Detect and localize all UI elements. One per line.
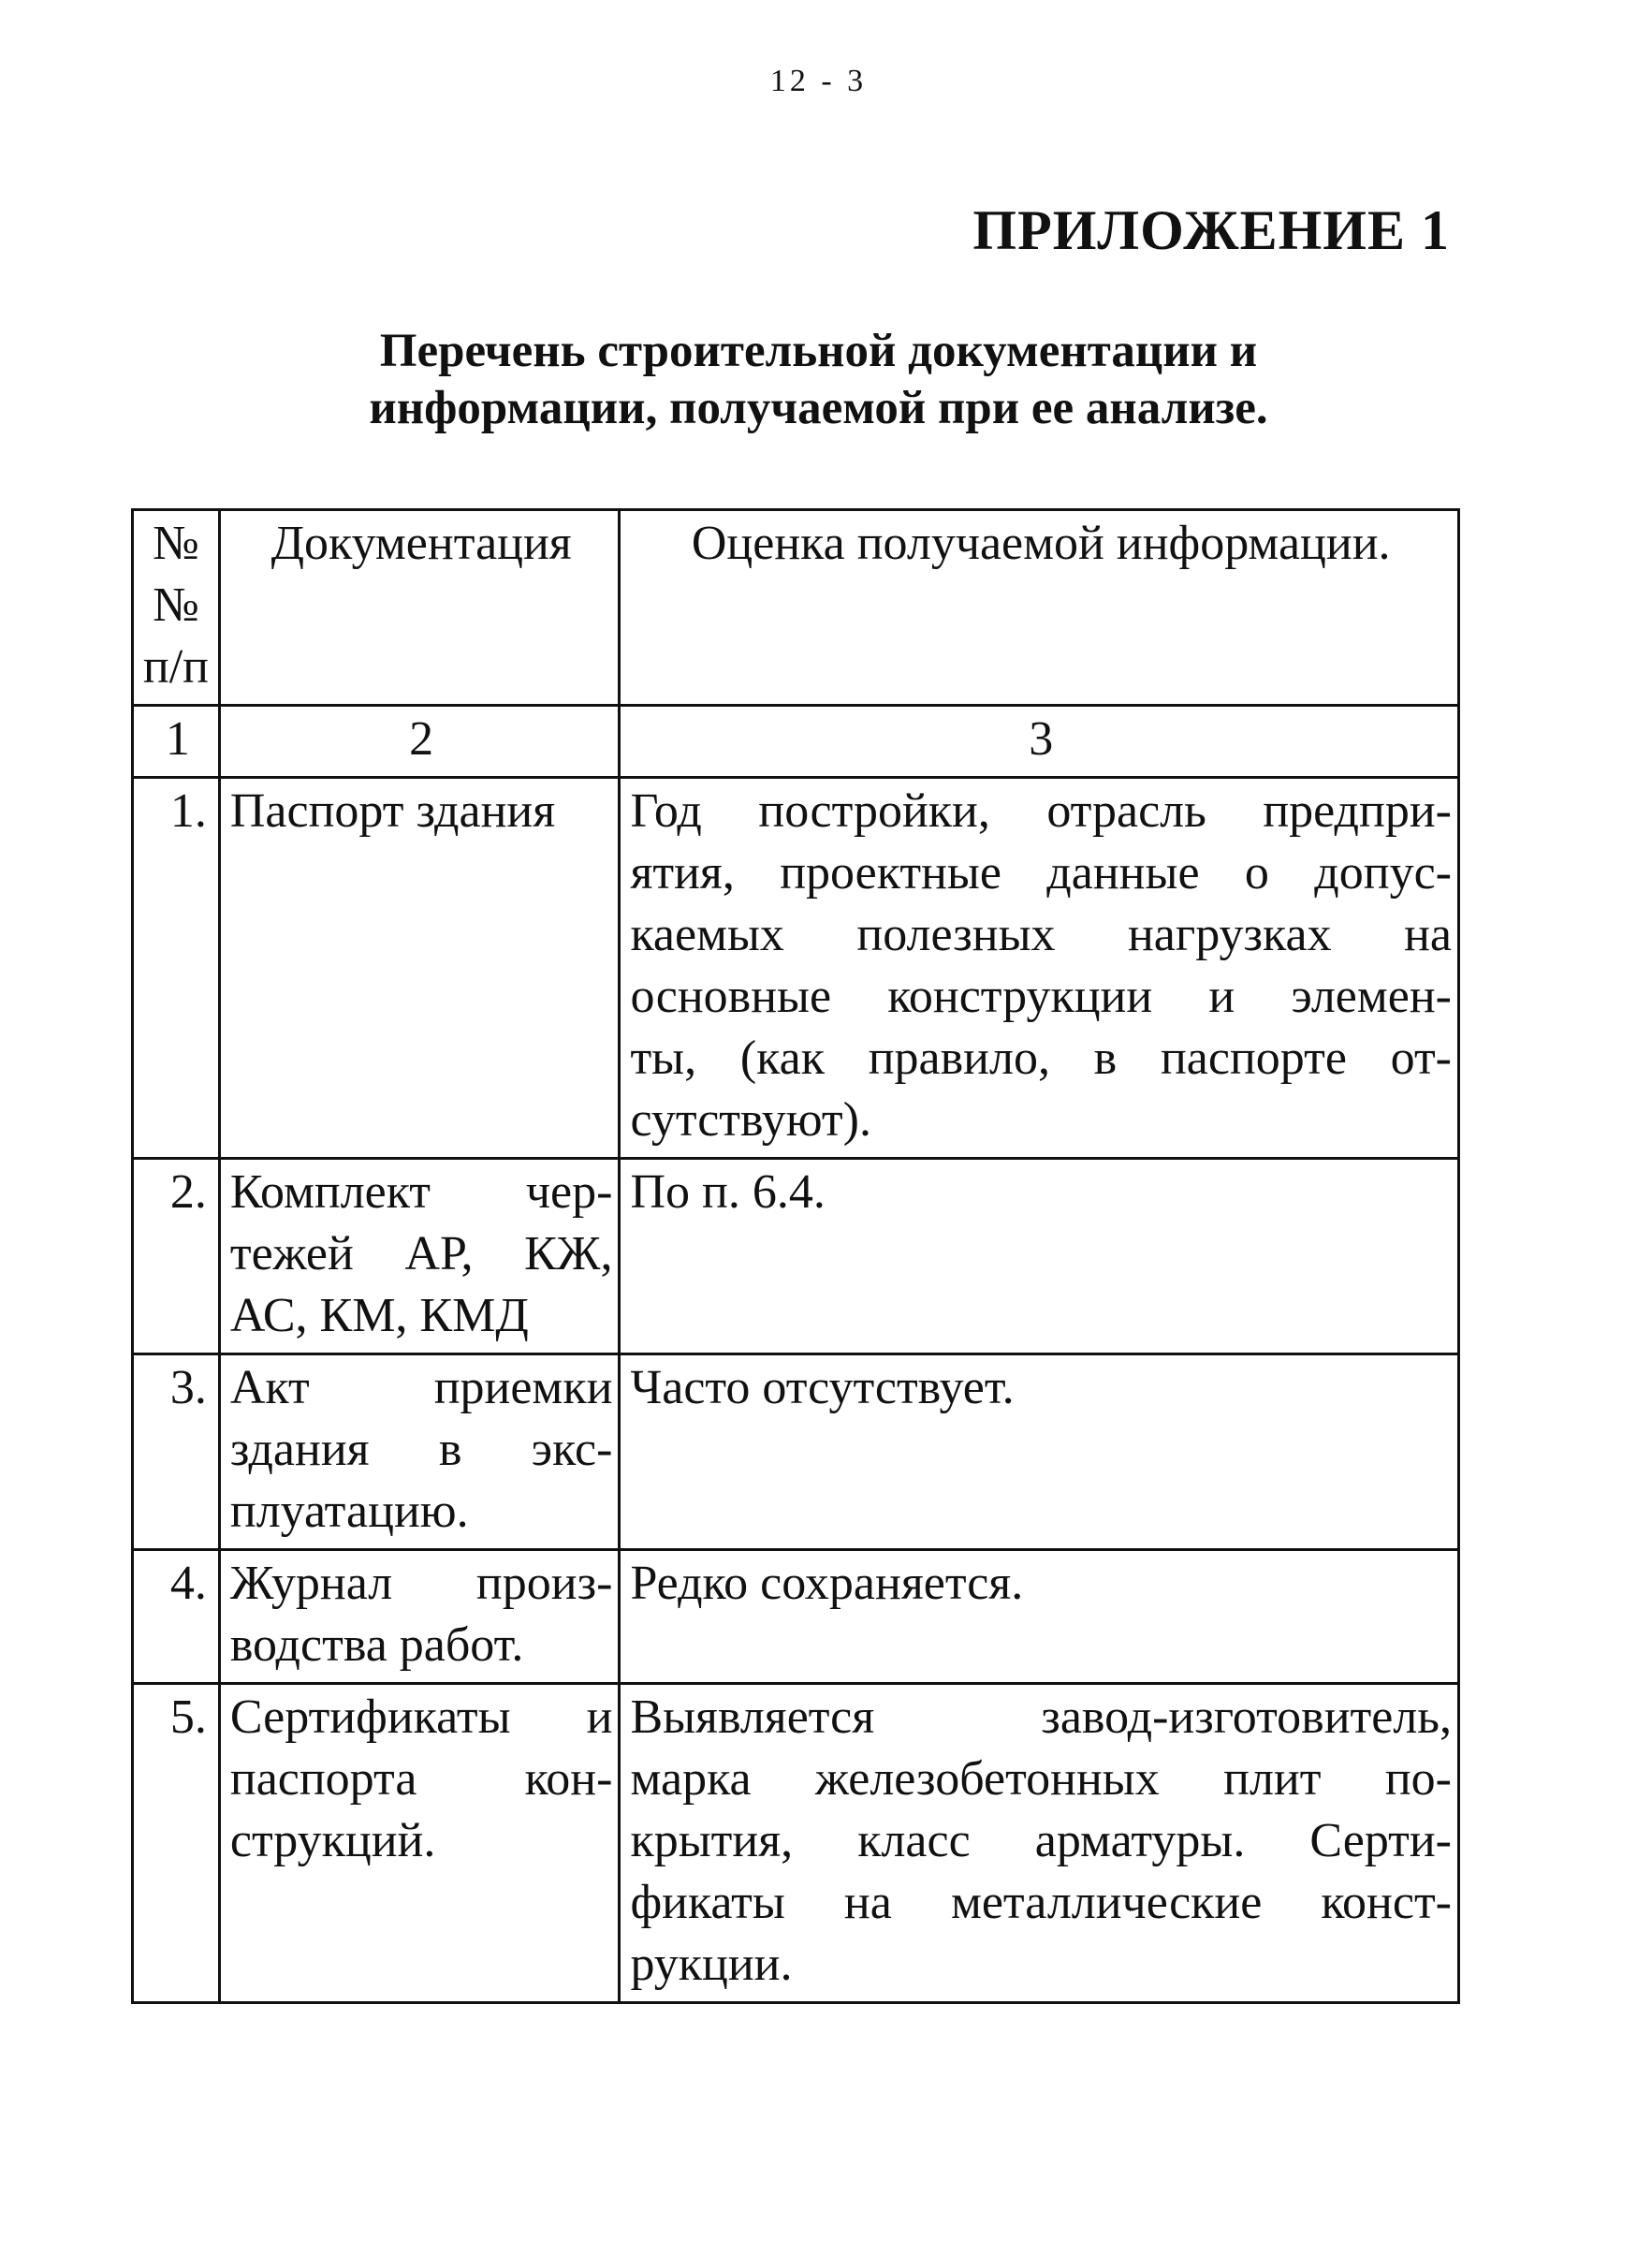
row-documentation-cell: [219, 778, 620, 1159]
cell-line: Комплект чер-: [229, 1165, 613, 1219]
cell-line: По п. 6.4.: [630, 1165, 826, 1219]
cell-line: фикаты на металлические конст-: [630, 1876, 1452, 1929]
row-number-cell: 1.: [133, 778, 220, 1159]
cell-line: здания в экс-: [229, 1423, 613, 1476]
cell-line: Журнал произ-: [229, 1557, 613, 1610]
cell-line: марка железобетонных плит по-: [630, 1752, 1452, 1806]
cell-line: Выявляется завод-изготовитель,: [630, 1690, 1452, 1744]
cell-line: крытия, класс арматуры. Серти-: [630, 1814, 1452, 1867]
cell-line: рукции.: [630, 1938, 793, 1991]
documentation-table: [131, 508, 1460, 2004]
cell-line: Паспорт здания: [229, 784, 556, 838]
page-number: 12 - 3: [769, 64, 868, 98]
row-number-cell: 4.: [133, 1550, 220, 1684]
header-number-line: №: [153, 578, 199, 632]
cell-line: основные конструкции и элемен-: [630, 970, 1452, 1023]
row-documentation-cell: [219, 1354, 620, 1550]
table-row: [133, 1354, 1459, 1550]
row-documentation-cell: [219, 1159, 620, 1354]
cell-line: плуатацию.: [229, 1485, 469, 1538]
cell-line: Сертификаты и: [229, 1690, 613, 1744]
cell-line: тежей АР, КЖ,: [229, 1227, 613, 1280]
column-number-row: [133, 706, 1459, 778]
row-information-cell: [620, 778, 1459, 1159]
column-number-cell: 2: [219, 706, 620, 778]
document-title-line-2: информации, получаемой при ее анализе.: [369, 382, 1268, 435]
cell-line: ятия, проектные данные о допус-: [630, 846, 1452, 900]
table-header-row: [133, 510, 1459, 706]
cell-line: паспорта кон-: [229, 1752, 613, 1806]
column-number-cell: 1: [133, 706, 220, 778]
row-information-cell: [620, 1550, 1459, 1684]
row-number-cell: 5.: [133, 1684, 220, 2003]
header-number-line: №: [153, 517, 199, 570]
cell-line: Часто отсутствует.: [630, 1361, 1015, 1414]
document-title: [0, 323, 1637, 437]
document-title-line-1: Перечень строительной документации и: [379, 325, 1258, 377]
row-information-cell: [620, 1684, 1459, 2003]
cell-line: Акт приемки: [229, 1361, 613, 1414]
table-row: [133, 1159, 1459, 1354]
table-row: [133, 1684, 1459, 2003]
column-number-cell: 3: [620, 706, 1459, 778]
cell-line: ты, (как правило, в паспорте от-: [630, 1032, 1452, 1085]
appendix-title: ПРИЛОЖЕНИЕ 1: [972, 199, 1450, 261]
row-number-cell: 3.: [133, 1354, 220, 1550]
row-information-cell: [620, 1159, 1459, 1354]
table-row: [133, 1550, 1459, 1684]
cell-line: Редко сохраняется.: [630, 1557, 1024, 1610]
header-number-cell: [133, 510, 220, 706]
header-information-cell: Оценка получаемой информации.: [620, 510, 1459, 706]
header-documentation-cell: Документация: [219, 510, 620, 706]
cell-line: водства работ.: [229, 1618, 524, 1672]
cell-line: струкций.: [229, 1814, 436, 1867]
row-number-cell: 2.: [133, 1159, 220, 1354]
header-number-line: п/п: [142, 640, 209, 694]
row-documentation-cell: [219, 1684, 620, 2003]
cell-line: Год постройки, отрасль предпри-: [630, 784, 1452, 838]
cell-line: АС, КМ, КМД: [229, 1289, 529, 1342]
cell-line: сутствуют).: [630, 1093, 871, 1147]
row-documentation-cell: [219, 1550, 620, 1684]
row-information-cell: [620, 1354, 1459, 1550]
table-row: [133, 778, 1459, 1159]
cell-line: каемых полезных нагрузках на: [630, 908, 1452, 961]
